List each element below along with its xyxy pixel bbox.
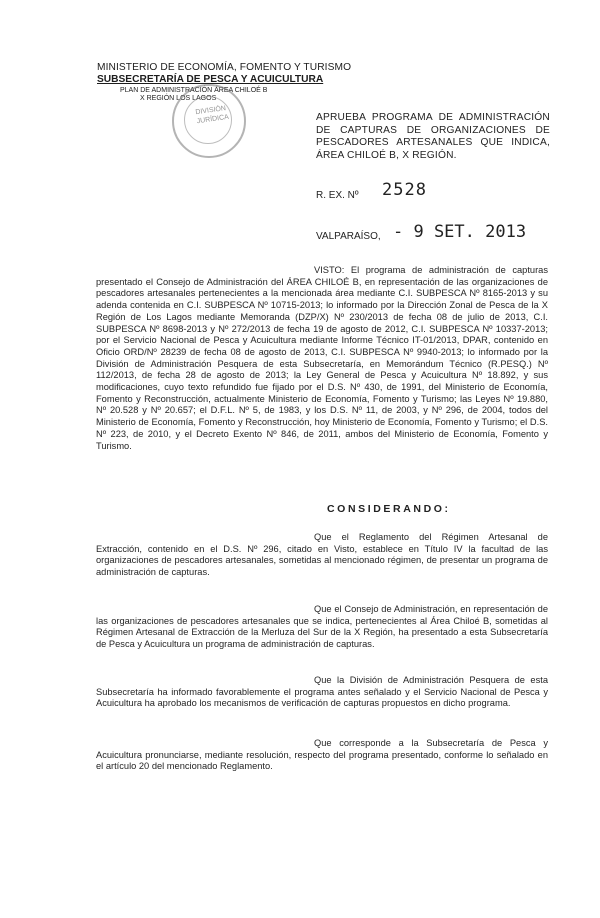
stamp-line-1: DIVISIÓN <box>195 105 227 117</box>
considerando-paragraph-1: Que el Reglamento del Régimen Artesanal de Extracción, contenido en el D.S. Nº 296, citado en Visto, establece en Título IV la facultad de las organizaciones de pescadores artesanales, sometidas al mencionado régimen, de presentar un programa de administración de capturas. <box>96 532 548 578</box>
resolution-date: - 9 SET. 2013 <box>393 222 527 242</box>
subsecretaria-name: SUBSECRETARÍA DE PESCA Y ACUICULTURA <box>97 74 324 85</box>
considerando-paragraph-3: Que la División de Administración Pesquera de esta Subsecretaría ha informado favorablemente el programa antes señalado y el Servicio Nacional de Pesca y Acuicultura ha aprobado los mecanismos de verificación de capturas propuestos en dicho programa. <box>96 675 548 709</box>
considerando-heading: CONSIDERANDO: <box>327 503 451 515</box>
visto-paragraph: VISTO: El programa de administración de capturas presentado el Consejo de Administración del ÁREA CHILOÉ B, en representación de las organizaciones de pescadores artesanales pertenecientes a la mencionada área mediante C.I. SUBPESCA Nº 8165-2013 y su adenda contenida en C.I. SUBPESCA Nº 10715-2013; lo informado por la Dirección Zonal de Pesca de la X Región de Los Lagos mediante Memoranda (DZP/X) Nº 230/2013 de fecha 08 de julio de 2013, C.I. SUBPESCA Nº 8698-2013 y Nº 272/2013 de fecha 19 de agosto de 2012, C.I. SUBPESCA Nº 10337-2013; por el Servicio Nacional de Pesca y Acuicultura mediante Informe Técnico IT-01/2013, DPAR, contenido en Oficio ORD/Nº 28239 de fecha 08 de agosto de 2013, C.I. SUBPESCA Nº 9940-2013; lo informado por la División de Administración Pesquera de esta Subsecretaría, en Memorándum Técnico (R.PESQ.) Nº 112/2013, de fecha 28 de agosto de 2013; la Ley General de Pesca y Acuicultura Nº 18.892, y sus modificaciones, cuyo texto refundido fue fijado por el D.S. Nº 430, de 1991, del Ministerio de Economía, Fomento y Reconstrucción, actualmente Ministerio de Economía, Fomento y Turismo; las Leyes Nº 19.880, Nº 20.528 y Nº 20.657; el D.F.L. Nº 5, de 1983, y los D.S. Nº 11, de 2003, y Nº 296, de 2004, todos del Ministerio de Economía, Fomento y Reconstrucción, hoy Ministerio de Economía, Fomento y Turismo; el D.S. Nº 223, de 2010, y el Decreto Exento Nº 846, de 2011, ambos del Ministerio de Economía, Fomento y Turismo. <box>96 265 548 451</box>
resolution-number: 2528 <box>382 180 427 200</box>
region-name: X REGIÓN LOS LAGOS <box>140 95 217 102</box>
resolution-place: VALPARAÍSO, <box>316 231 381 242</box>
stamp-line-2: JURÍDICA <box>196 113 230 126</box>
ministry-name: MINISTERIO DE ECONOMÍA, FOMENTO Y TURISMO <box>97 62 352 73</box>
considerando-paragraph-2: Que el Consejo de Administración, en representación de las organizaciones de pescadores artesanales que se indica, pertenecientes al Área Chiloé B, sometidas al Régimen Artesanal de Extracción de la Merluza del Sur de la X Región, ha presentado a esta Subsecretaría de Pesca y Acuicultura un programa de administración de capturas. <box>96 604 548 650</box>
considerando-paragraph-4: Que corresponde a la Subsecretaría de Pesca y Acuicultura pronunciarse, mediante resolución, respecto del programa presentado, conforme lo señalado en el artículo 20 del mencionado Reglamento. <box>96 738 548 772</box>
resolution-subject: APRUEBA PROGRAMA DE ADMINISTRACIÓN DE CAPTURAS DE ORGANIZACIONES DE PESCADORES ARTESANALES QUE INDICA, ÁREA CHILOÉ B, X REGIÓN. <box>316 112 550 161</box>
resolution-label: R. EX. Nº <box>316 190 359 201</box>
plan-name: PLAN DE ADMINISTRACIÓN ÁREA CHILOÉ B <box>120 87 268 94</box>
